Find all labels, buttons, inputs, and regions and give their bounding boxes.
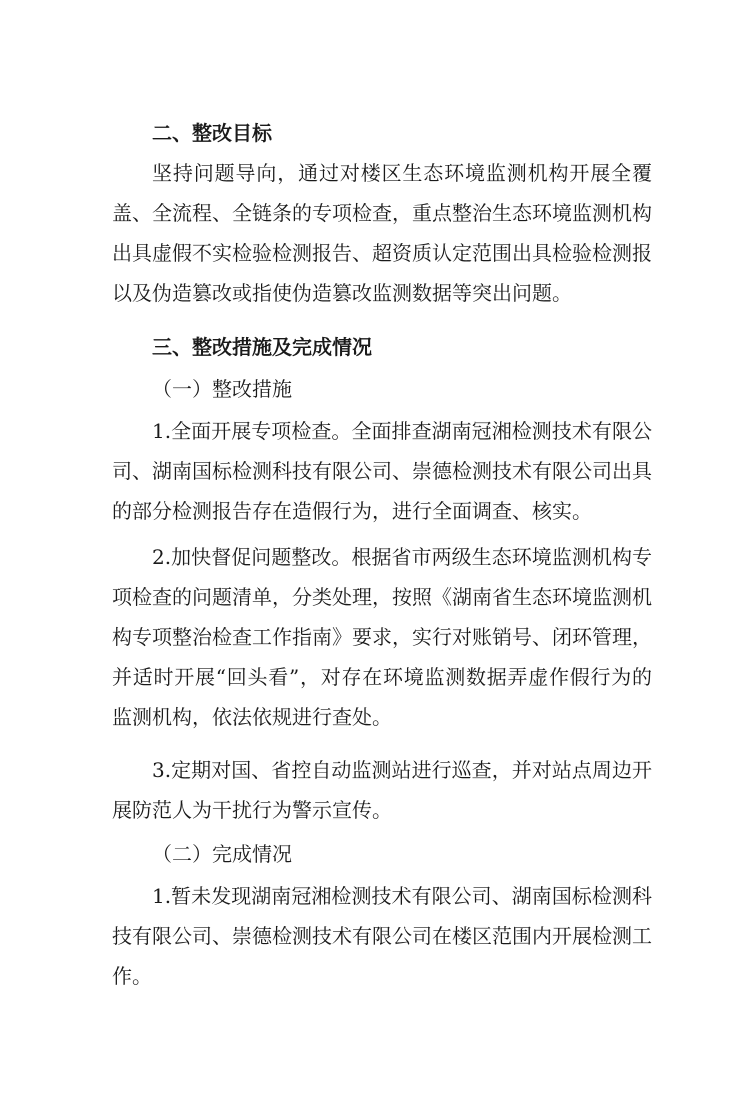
section-2-heading: 二、整改目标: [152, 121, 272, 145]
completion-subheading: （二）完成情况: [152, 842, 292, 866]
measure-item-3: 3.定期对国、省控自动监测站进行巡查，并对站点周边开展防范人为干扰行为警示宣传。: [112, 758, 652, 822]
measures-subheading: （一）整改措施: [152, 377, 292, 401]
measure-item-2: 2.加快督促问题整改。根据省市两级生态环境监测机构专项检查的问题清单，分类处理，按照《湖南省生态环境监测机构专项整治检查工作指南》要求，实行对账销号、闭环管理，并适时开展“回头看”，对存在环境监测数据弄虚作假行为的监测机构，依法依规进行查处。: [112, 545, 652, 729]
measure-item-1: 1.全面开展专项检查。全面排查湖南冠湘检测技术有限公司、湖南国标检测科技有限公司、崇德检测技术有限公司出具的部分检测报告存在造假行为，进行全面调查、核实。: [112, 419, 652, 523]
section-3-heading: 三、整改措施及完成情况: [152, 335, 372, 359]
section-2-paragraph: 坚持问题导向，通过对楼区生态环境监测机构开展全覆盖、全流程、全链条的专项检查，重点整治生态环境监测机构出具虚假不实检验检测报告、超资质认定范围出具检验检测报以及伪造篡改或指使伪造篡改监测数据等突出问题。: [112, 161, 652, 305]
completion-item-1: 1.暂未发现湖南冠湘检测技术有限公司、湖南国标检测科技有限公司、崇德检测技术有限公司在楼区范围内开展检测工作。: [112, 884, 652, 988]
